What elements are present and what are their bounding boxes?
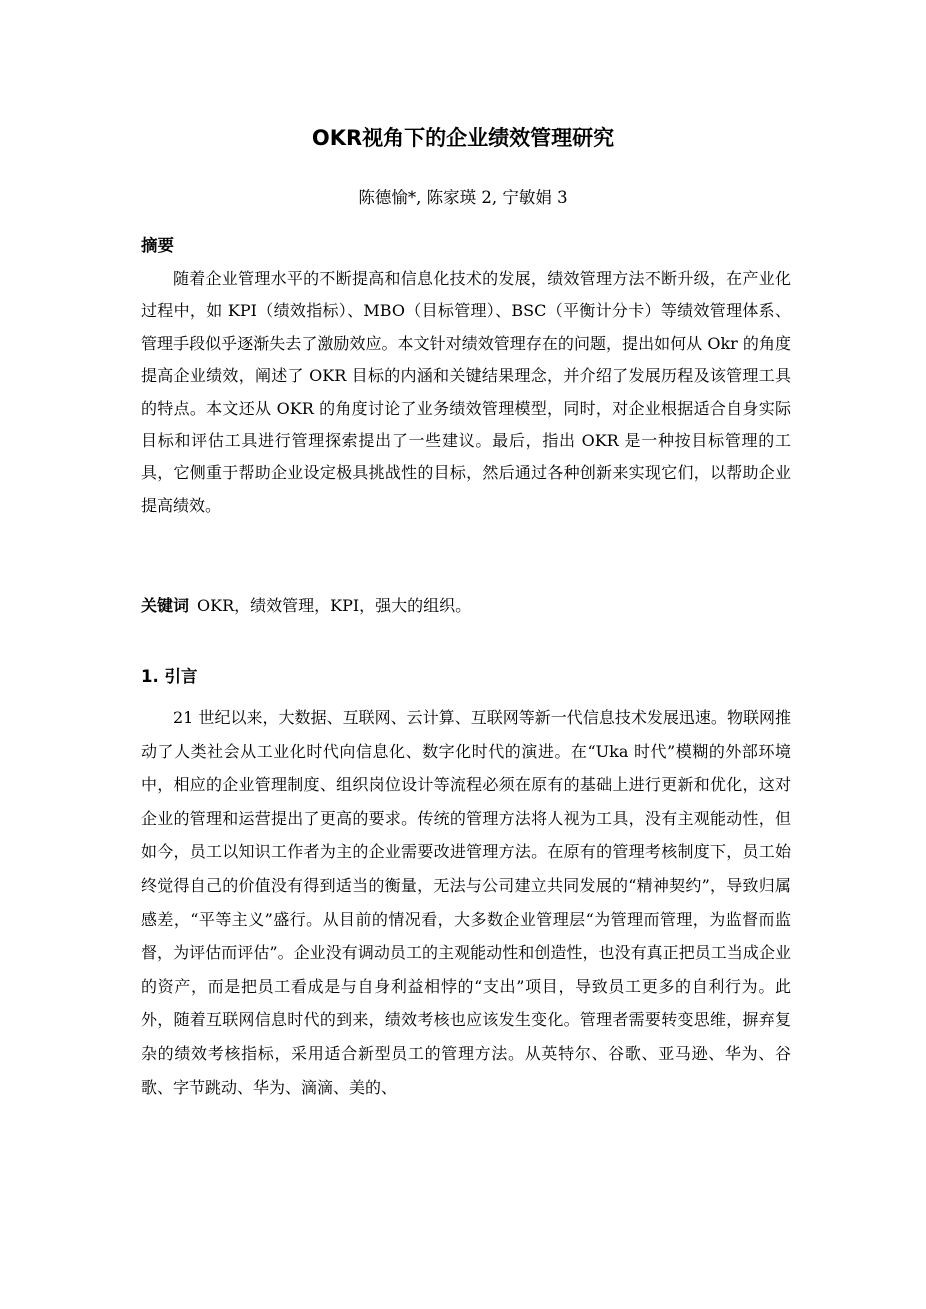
section-heading-introduction: 1. 引言 xyxy=(141,667,198,686)
paper-title: OKR视角下的企业绩效管理研究 xyxy=(311,126,615,150)
keywords-text: OKR，绩效管理，KPI，强大的组织。 xyxy=(197,596,472,615)
abstract-heading: 摘要 xyxy=(141,236,174,255)
author-list: 陈德愉*, 陈家瑛 2, 宁敏娟 3 xyxy=(358,188,568,207)
section-body-introduction: 21 世纪以来，大数据、互联网、云计算、互联网等新一代信息技术发展迅速。物联网推动了人类社会从工业化时代向信息化、数字化时代的演进。在“Uka 时代”模糊的外部环境中，相应的企业管理制度、组织岗位设计等流程必须在原有的基础上进行更新和优化，这对企业的管理和运营提出了更高的要求。传统的管理方法将人视为工具，没有主观能动性，但如今，员工以知识工作者为主的企业需要改进管理方法。在原有的管理考核制度下，员工始终觉得自己的价值没有得到适当的衡量，无法与公司建立共同发展的“精神契约”，导致归属感差，“平等主义”盛行。从目前的情况看，大多数企业管理层“为管理而管理，为监督而监督，为评估而评估”。企业没有调动员工的主观能动性和创造性，也没有真正把员工当成企业的资产，而是把员工看成是与自身利益相悖的“支出”项目，导致员工更多的自利行为。此外，随着互联网信息时代的到来，绩效考核也应该发生变化。管理者需要转变思维，摒弃复杂的绩效考核指标，采用适合新型员工的管理方法。从英特尔、谷歌、亚马逊、华为、谷歌、字节跳动、华为、滴滴、美的、 xyxy=(141,708,791,1097)
abstract-body: 随着企业管理水平的不断提高和信息化技术的发展，绩效管理方法不断升级，在产业化过程中，如 KPI（绩效指标）、MBO（目标管理）、BSC（平衡计分卡）等绩效管理体系、管理手段似乎逐渐失去了激励效应。本文针对绩效管理存在的问题，提出如何从 Okr 的角度提高企业绩效，阐述了 OKR 目标的内涵和关键结果理念，并介绍了发展历程及该管理工具的特点。本文还从 OKR 的角度讨论了业务绩效管理模型，同时，对企业根据适合自身实际目标和评估工具进行管理探索提出了一些建议。最后，指出 OKR 是一种按目标管理的工具，它侧重于帮助企业设定极具挑战性的目标，然后通过各种创新来实现它们，以帮助企业提高绩效。 xyxy=(141,269,791,515)
keywords-label: 关键词 xyxy=(141,596,190,615)
keywords-line xyxy=(141,592,791,620)
